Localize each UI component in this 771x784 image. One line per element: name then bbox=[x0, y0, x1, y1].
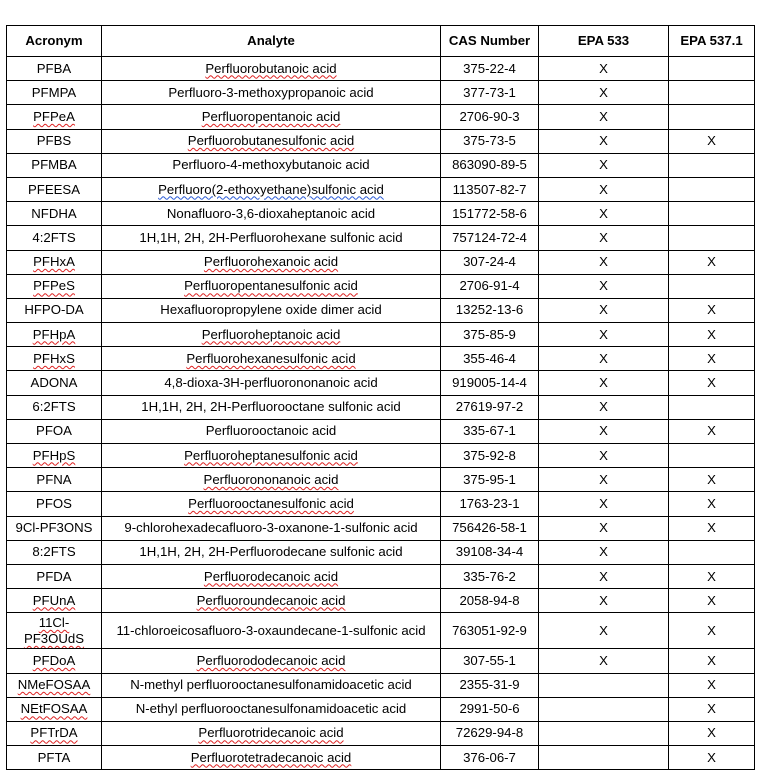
table-row bbox=[7, 419, 755, 443]
analyte-cell: Perfluoroheptanesulfonic acid bbox=[102, 444, 441, 468]
table-row bbox=[7, 274, 755, 298]
table-row bbox=[7, 468, 755, 492]
table-row bbox=[7, 721, 755, 745]
epa-533-cell: X bbox=[539, 81, 669, 105]
acronym-cell: PFBA bbox=[7, 57, 102, 81]
epa-533-cell: X bbox=[539, 57, 669, 81]
cas-number-cell: 377-73-1 bbox=[441, 81, 539, 105]
table-row bbox=[7, 492, 755, 516]
header-cas-number: CAS Number bbox=[441, 26, 539, 57]
cas-number-cell: 27619-97-2 bbox=[441, 395, 539, 419]
acronym-cell: ADONA bbox=[7, 371, 102, 395]
acronym-cell: PFTA bbox=[7, 746, 102, 770]
cas-number-cell: 307-55-1 bbox=[441, 649, 539, 673]
table-row bbox=[7, 564, 755, 588]
analyte-cell: Perfluoropentanesulfonic acid bbox=[102, 274, 441, 298]
epa-533-cell: X bbox=[539, 649, 669, 673]
epa-533-cell: X bbox=[539, 226, 669, 250]
epa-537-1-cell bbox=[669, 226, 755, 250]
table-row bbox=[7, 323, 755, 347]
analyte-cell: 1H,1H, 2H, 2H-Perfluorodecane sulfonic acid bbox=[102, 540, 441, 564]
analyte-cell: 1H,1H, 2H, 2H-Perfluorooctane sulfonic acid bbox=[102, 395, 441, 419]
analyte-cell: Perfluorooctanesulfonic acid bbox=[102, 492, 441, 516]
analyte-cell: Perfluorododecanoic acid bbox=[102, 649, 441, 673]
epa-537-1-cell: X bbox=[669, 697, 755, 721]
epa-537-1-cell: X bbox=[669, 613, 755, 649]
epa-537-1-cell: X bbox=[669, 564, 755, 588]
table-row bbox=[7, 177, 755, 201]
acronym-cell: PFHxS bbox=[7, 347, 102, 371]
analyte-cell: Perfluoro-4-methoxybutanoic acid bbox=[102, 153, 441, 177]
acronym-cell: 4:2FTS bbox=[7, 226, 102, 250]
table-row bbox=[7, 649, 755, 673]
epa-537-1-cell: X bbox=[669, 323, 755, 347]
epa-533-cell: X bbox=[539, 323, 669, 347]
epa-537-1-cell bbox=[669, 153, 755, 177]
acronym-cell: NMeFOSAA bbox=[7, 673, 102, 697]
table-row bbox=[7, 105, 755, 129]
epa-537-1-cell bbox=[669, 540, 755, 564]
acronym-cell: PFTrDA bbox=[7, 721, 102, 745]
acronym-cell: PFPeS bbox=[7, 274, 102, 298]
analyte-cell: Perfluorohexanoic acid bbox=[102, 250, 441, 274]
epa-537-1-cell bbox=[669, 444, 755, 468]
analyte-cell: Perfluorodecanoic acid bbox=[102, 564, 441, 588]
acronym-cell: PFOA bbox=[7, 419, 102, 443]
analyte-cell: Perfluorononanoic acid bbox=[102, 468, 441, 492]
cas-number-cell: 919005-14-4 bbox=[441, 371, 539, 395]
analyte-cell: 4,8-dioxa-3H-perfluorononanoic acid bbox=[102, 371, 441, 395]
epa-537-1-cell: X bbox=[669, 746, 755, 770]
epa-533-cell: X bbox=[539, 564, 669, 588]
pfas-analyte-table bbox=[6, 25, 755, 770]
header-acronym: Acronym bbox=[7, 26, 102, 57]
table-row bbox=[7, 153, 755, 177]
acronym-cell: 6:2FTS bbox=[7, 395, 102, 419]
epa-533-cell: X bbox=[539, 347, 669, 371]
cas-number-cell: 375-92-8 bbox=[441, 444, 539, 468]
epa-537-1-cell bbox=[669, 81, 755, 105]
epa-537-1-cell: X bbox=[669, 673, 755, 697]
epa-533-cell bbox=[539, 697, 669, 721]
cas-number-cell: 2991-50-6 bbox=[441, 697, 539, 721]
table-row bbox=[7, 673, 755, 697]
table-row bbox=[7, 540, 755, 564]
table-row bbox=[7, 347, 755, 371]
header-epa-533: EPA 533 bbox=[539, 26, 669, 57]
cas-number-cell: 376-06-7 bbox=[441, 746, 539, 770]
cas-number-cell: 13252-13-6 bbox=[441, 298, 539, 322]
acronym-cell: PFNA bbox=[7, 468, 102, 492]
cas-number-cell: 375-95-1 bbox=[441, 468, 539, 492]
acronym-cell: PFHpS bbox=[7, 444, 102, 468]
epa-533-cell: X bbox=[539, 540, 669, 564]
epa-533-cell: X bbox=[539, 153, 669, 177]
epa-537-1-cell: X bbox=[669, 371, 755, 395]
acronym-cell: PFBS bbox=[7, 129, 102, 153]
epa-537-1-cell: X bbox=[669, 492, 755, 516]
epa-533-cell: X bbox=[539, 395, 669, 419]
acronym-cell: PFHpA bbox=[7, 323, 102, 347]
table-row bbox=[7, 516, 755, 540]
analyte-cell: Hexafluoropropylene oxide dimer acid bbox=[102, 298, 441, 322]
analyte-cell: Perfluoroheptanoic acid bbox=[102, 323, 441, 347]
acronym-cell: HFPO-DA bbox=[7, 298, 102, 322]
analyte-cell: 1H,1H, 2H, 2H-Perfluorohexane sulfonic acid bbox=[102, 226, 441, 250]
acronym-cell: 8:2FTS bbox=[7, 540, 102, 564]
epa-537-1-cell bbox=[669, 177, 755, 201]
table-row bbox=[7, 613, 755, 649]
epa-537-1-cell bbox=[669, 395, 755, 419]
epa-537-1-cell: X bbox=[669, 419, 755, 443]
acronym-cell: NFDHA bbox=[7, 202, 102, 226]
epa-533-cell bbox=[539, 746, 669, 770]
epa-533-cell: X bbox=[539, 274, 669, 298]
epa-533-cell: X bbox=[539, 250, 669, 274]
acronym-cell: NEtFOSAA bbox=[7, 697, 102, 721]
analyte-cell: Perfluorohexanesulfonic acid bbox=[102, 347, 441, 371]
cas-number-cell: 2706-91-4 bbox=[441, 274, 539, 298]
cas-number-cell: 375-73-5 bbox=[441, 129, 539, 153]
epa-533-cell: X bbox=[539, 177, 669, 201]
table-row bbox=[7, 226, 755, 250]
table-row bbox=[7, 202, 755, 226]
epa-537-1-cell bbox=[669, 202, 755, 226]
analyte-cell: Perfluorotetradecanoic acid bbox=[102, 746, 441, 770]
epa-533-cell: X bbox=[539, 202, 669, 226]
epa-537-1-cell: X bbox=[669, 347, 755, 371]
table-row bbox=[7, 395, 755, 419]
acronym-cell: PFOS bbox=[7, 492, 102, 516]
epa-537-1-cell: X bbox=[669, 649, 755, 673]
table-row bbox=[7, 57, 755, 81]
epa-537-1-cell: X bbox=[669, 468, 755, 492]
cas-number-cell: 756426-58-1 bbox=[441, 516, 539, 540]
analyte-cell: Nonafluoro-3,6-dioxaheptanoic acid bbox=[102, 202, 441, 226]
analyte-cell: Perfluorotridecanoic acid bbox=[102, 721, 441, 745]
analyte-cell: Perfluorobutanoic acid bbox=[102, 57, 441, 81]
epa-537-1-cell: X bbox=[669, 298, 755, 322]
cas-number-cell: 335-67-1 bbox=[441, 419, 539, 443]
cas-number-cell: 863090-89-5 bbox=[441, 153, 539, 177]
cas-number-cell: 2706-90-3 bbox=[441, 105, 539, 129]
analyte-cell: 9-chlorohexadecafluoro-3-oxanone-1-sulfonic acid bbox=[102, 516, 441, 540]
acronym-cell: 11Cl-PF3OUdS bbox=[7, 613, 102, 649]
epa-533-cell bbox=[539, 673, 669, 697]
epa-533-cell: X bbox=[539, 589, 669, 613]
table-row bbox=[7, 129, 755, 153]
table-row bbox=[7, 589, 755, 613]
epa-533-cell: X bbox=[539, 492, 669, 516]
epa-537-1-cell: X bbox=[669, 129, 755, 153]
table-row bbox=[7, 250, 755, 274]
analyte-cell: 11-chloroeicosafluoro-3-oxaundecane-1-sulfonic acid bbox=[102, 613, 441, 649]
acronym-cell: PFUnA bbox=[7, 589, 102, 613]
analyte-cell: Perfluoro(2-ethoxyethane)sulfonic acid bbox=[102, 177, 441, 201]
cas-number-cell: 39108-34-4 bbox=[441, 540, 539, 564]
acronym-cell: PFDA bbox=[7, 564, 102, 588]
analyte-cell: N-methyl perfluorooctanesulfonamidoacetic acid bbox=[102, 673, 441, 697]
table-header-row bbox=[7, 26, 755, 57]
epa-533-cell: X bbox=[539, 129, 669, 153]
table-row bbox=[7, 746, 755, 770]
cas-number-cell: 1763-23-1 bbox=[441, 492, 539, 516]
acronym-cell: PFPeA bbox=[7, 105, 102, 129]
cas-number-cell: 113507-82-7 bbox=[441, 177, 539, 201]
analyte-cell: Perfluoropentanoic acid bbox=[102, 105, 441, 129]
cas-number-cell: 375-22-4 bbox=[441, 57, 539, 81]
epa-533-cell: X bbox=[539, 419, 669, 443]
cas-number-cell: 307-24-4 bbox=[441, 250, 539, 274]
table-row bbox=[7, 371, 755, 395]
cas-number-cell: 757124-72-4 bbox=[441, 226, 539, 250]
acronym-cell: PFMPA bbox=[7, 81, 102, 105]
table-row bbox=[7, 81, 755, 105]
cas-number-cell: 375-85-9 bbox=[441, 323, 539, 347]
acronym-cell: 9Cl-PF3ONS bbox=[7, 516, 102, 540]
acronym-cell: PFDoA bbox=[7, 649, 102, 673]
cas-number-cell: 151772-58-6 bbox=[441, 202, 539, 226]
analyte-cell: Perfluorooctanoic acid bbox=[102, 419, 441, 443]
cas-number-cell: 763051-92-9 bbox=[441, 613, 539, 649]
cas-number-cell: 2058-94-8 bbox=[441, 589, 539, 613]
cas-number-cell: 2355-31-9 bbox=[441, 673, 539, 697]
cas-number-cell: 72629-94-8 bbox=[441, 721, 539, 745]
epa-533-cell: X bbox=[539, 468, 669, 492]
epa-537-1-cell bbox=[669, 57, 755, 81]
table-row bbox=[7, 298, 755, 322]
epa-533-cell bbox=[539, 721, 669, 745]
acronym-cell: PFMBA bbox=[7, 153, 102, 177]
acronym-cell: PFEESA bbox=[7, 177, 102, 201]
epa-537-1-cell: X bbox=[669, 721, 755, 745]
pfas-table-container bbox=[6, 25, 755, 770]
epa-533-cell: X bbox=[539, 371, 669, 395]
analyte-cell: N-ethyl perfluorooctanesulfonamidoacetic acid bbox=[102, 697, 441, 721]
epa-537-1-cell: X bbox=[669, 250, 755, 274]
table-body bbox=[7, 57, 755, 770]
epa-533-cell: X bbox=[539, 444, 669, 468]
analyte-cell: Perfluoro-3-methoxypropanoic acid bbox=[102, 81, 441, 105]
epa-537-1-cell: X bbox=[669, 516, 755, 540]
epa-537-1-cell bbox=[669, 105, 755, 129]
analyte-cell: Perfluoroundecanoic acid bbox=[102, 589, 441, 613]
epa-537-1-cell bbox=[669, 274, 755, 298]
table-row bbox=[7, 697, 755, 721]
acronym-cell: PFHxA bbox=[7, 250, 102, 274]
epa-533-cell: X bbox=[539, 516, 669, 540]
epa-533-cell: X bbox=[539, 298, 669, 322]
header-epa-537-1: EPA 537.1 bbox=[669, 26, 755, 57]
cas-number-cell: 335-76-2 bbox=[441, 564, 539, 588]
cas-number-cell: 355-46-4 bbox=[441, 347, 539, 371]
analyte-cell: Perfluorobutanesulfonic acid bbox=[102, 129, 441, 153]
header-analyte: Analyte bbox=[102, 26, 441, 57]
epa-533-cell: X bbox=[539, 105, 669, 129]
epa-537-1-cell: X bbox=[669, 589, 755, 613]
table-row bbox=[7, 444, 755, 468]
epa-533-cell: X bbox=[539, 613, 669, 649]
